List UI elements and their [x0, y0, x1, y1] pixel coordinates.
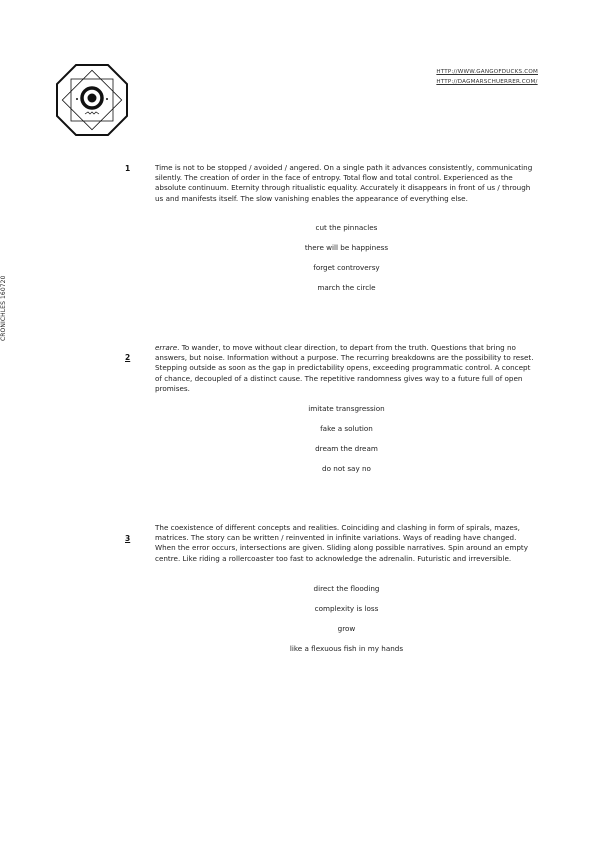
poem-line: march the circle	[317, 283, 376, 292]
section-number: 2	[125, 353, 131, 362]
section-number: 1	[125, 164, 131, 173]
section-paragraph: Time is not to be stopped / avoided / angered. On a single path it advances consistently, communicating silently. The creation of order in the face of entropy. Total flow and total control. Experienced as the absolute continuum. Eternity through ritualistic equality. Accurately it disappears in front of us / through us and manifests itself. The slow vanishing enables the appearance of everything else.	[155, 163, 533, 203]
poem-line: dream the dream	[315, 444, 378, 453]
poem-line: there will be happiness	[304, 243, 389, 252]
poem-line: imitate transgression	[308, 404, 385, 413]
section-paragraph	[155, 343, 539, 394]
section-paragraph-text: . To wander, to move without clear direction, to depart from the truth. Questions that bring no answers, but noise. Information without a purpose. The recurring breakdowns are the possibility to reset. Stepping outside as soon as the gap in predictability opens, exceeding programmatic control. A concept of chance, decoupled of a distinct cause. The repetitive randomness gives way to a future full of open promises.	[155, 343, 534, 393]
poem-line: like a flexuous fish in my hands	[289, 644, 404, 653]
poem-line: forget controversy	[313, 263, 380, 272]
section-number: 3	[125, 534, 131, 543]
poem-line: direct the flooding	[313, 584, 380, 593]
poem-line: grow	[337, 624, 356, 633]
dagmarschuerrer-link[interactable]: HTTP://DAGMARSCHUERRER.COM/	[436, 79, 538, 85]
section-lines	[125, 223, 568, 303]
poem-line: complexity is loss	[314, 604, 379, 613]
section-lines	[125, 584, 568, 664]
header-links	[436, 67, 538, 87]
section-paragraph: The coexistence of different concepts and realities. Coinciding and clashing in form of spirals, mazes, matrices. The story can be written / reinvented in infinite variations. Ways of reading have changed. When the error occurs, intersections are given. Sliding along possible narratives. Spin around an empty centre. Like riding a rollercoaster too fast to acknowledge the adrenalin. Futuristic and irreversible.	[155, 523, 528, 563]
poem-line: do not say no	[322, 464, 371, 473]
section-lines	[125, 404, 568, 484]
poem-line: fake a solution	[320, 424, 373, 433]
side-label: CRONICHLES 160720	[0, 275, 7, 341]
section-lead-word: errare	[155, 343, 178, 352]
poem-line: cut the pinnacles	[315, 223, 378, 232]
gangofducks-link[interactable]: HTTP://WWW.GANGOFDUCKS.COM	[436, 69, 538, 75]
octagon-logo-icon	[54, 62, 130, 138]
